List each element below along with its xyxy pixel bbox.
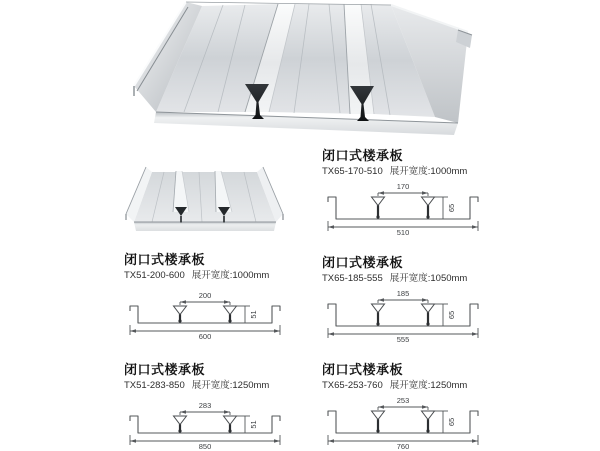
rib-spacing-dim: 253 bbox=[396, 396, 410, 405]
model-spec-line bbox=[322, 273, 510, 284]
profile-height-dim: 65 bbox=[447, 417, 456, 427]
deck-surface bbox=[134, 172, 276, 222]
cross-section-diagram bbox=[318, 179, 490, 237]
spec-block-tx51-200-600 bbox=[120, 252, 312, 341]
overall-width-dim: 555 bbox=[396, 335, 410, 344]
section-title: 闭口式楼承板 bbox=[322, 255, 404, 270]
overall-width-dim: 760 bbox=[396, 442, 410, 451]
model-code: TX51-283-850 bbox=[124, 380, 185, 391]
section-title: 闭口式楼承板 bbox=[124, 252, 206, 267]
front-edge-band bbox=[134, 222, 276, 231]
spec-block-tx65-185-555 bbox=[318, 255, 510, 344]
steel-deck-3d-render-small bbox=[124, 150, 286, 234]
cross-section-diagram bbox=[120, 393, 292, 451]
closed-rib-symbols bbox=[372, 197, 435, 219]
model-code: TX65-185-555 bbox=[322, 273, 383, 284]
cross-section-diagram bbox=[120, 283, 292, 341]
rib-spacing-dim: 200 bbox=[198, 291, 212, 300]
model-code: TX65-170-510 bbox=[322, 166, 383, 177]
profile-height-dim: 65 bbox=[447, 310, 456, 320]
overall-width-dim: 510 bbox=[396, 228, 410, 237]
steel-deck-3d-render-large bbox=[128, 0, 478, 140]
profile-height-dim: 51 bbox=[249, 420, 258, 429]
overall-width-dim: 600 bbox=[198, 332, 212, 341]
closed-rib-symbols bbox=[174, 306, 237, 323]
spec-block-tx51-283-850 bbox=[120, 362, 312, 451]
profile-height-dim: 65 bbox=[447, 203, 456, 213]
rib-spacing-dim: 283 bbox=[198, 401, 212, 410]
unfold-width: 展开宽度:1250mm bbox=[191, 380, 270, 391]
cross-section-diagram bbox=[318, 393, 490, 451]
unfold-width: 展开宽度:1050mm bbox=[389, 273, 468, 284]
closed-rib-symbols bbox=[174, 416, 237, 433]
unfold-width: 展开宽度:1000mm bbox=[191, 270, 270, 281]
unfold-width: 展开宽度:1250mm bbox=[389, 380, 468, 391]
overall-width-dim: 850 bbox=[198, 442, 212, 451]
section-title: 闭口式楼承板 bbox=[322, 362, 404, 377]
spec-block-tx65-170-510 bbox=[318, 148, 510, 237]
profile-height-dim: 51 bbox=[249, 310, 258, 319]
rib-spacing-dim: 170 bbox=[396, 182, 410, 191]
section-title: 闭口式楼承板 bbox=[124, 362, 206, 377]
cross-section-diagram bbox=[318, 286, 490, 344]
model-spec-line bbox=[322, 166, 510, 177]
closed-rib-symbols bbox=[372, 411, 435, 433]
unfold-width: 展开宽度:1000mm bbox=[389, 166, 468, 177]
section-title: 闭口式楼承板 bbox=[322, 148, 404, 163]
model-spec-line bbox=[124, 380, 312, 391]
model-code: TX51-200-600 bbox=[124, 270, 185, 281]
rib-spacing-dim: 185 bbox=[396, 289, 410, 298]
closed-rib-symbols bbox=[372, 304, 435, 326]
spec-block-tx65-253-760 bbox=[318, 362, 510, 451]
model-code: TX65-253-760 bbox=[322, 380, 383, 391]
model-spec-line bbox=[124, 270, 312, 281]
model-spec-line bbox=[322, 380, 510, 391]
